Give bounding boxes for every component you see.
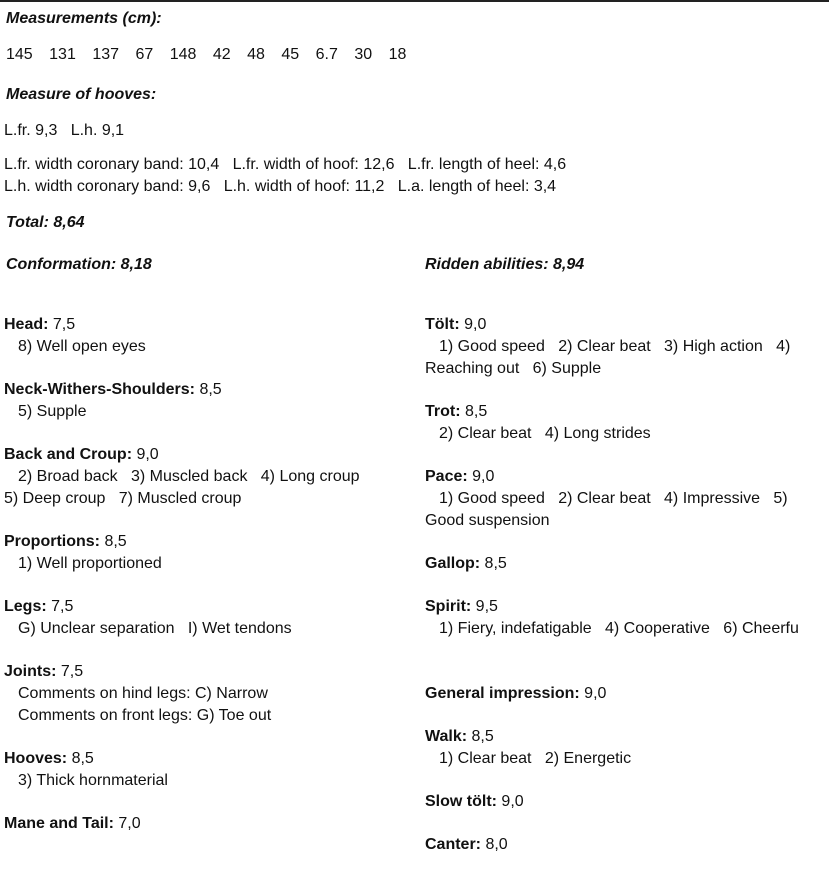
total-score: Total: 8,64 [6, 214, 85, 231]
measurements-values [6, 44, 418, 66]
list-item [425, 791, 829, 813]
list-item [425, 726, 829, 770]
trait-comment: 1) Good speed 2) Clear beat 4) Impressive 5) [439, 490, 788, 507]
trait-score: 8,0 [481, 836, 508, 853]
trait-label: Proportions: [4, 533, 100, 550]
list-item [4, 661, 414, 727]
trait-score: 7,0 [113, 815, 141, 832]
trait-label: Joints: [4, 663, 57, 680]
trait-comment: 5) Deep croup 7) Muscled croup [4, 490, 242, 507]
trait-comment: 3) Thick hornmaterial [18, 772, 168, 789]
trait-score: 8,5 [467, 728, 494, 745]
trait-comment: 5) Supple [18, 403, 87, 420]
list-item [425, 834, 829, 856]
hooves-measure-line: L.fr. 9,3 L.h. 9,1 [4, 122, 125, 139]
trait-score: 8,5 [480, 555, 507, 572]
trait-score: 8,5 [100, 533, 127, 550]
list-item [4, 596, 414, 640]
trait-label: Trot: [425, 403, 461, 420]
trait-comment: 1) Good speed 2) Clear beat 3) High action 4) [439, 338, 791, 355]
trait-score: 9,0 [579, 685, 607, 702]
ridden-abilities-list [425, 314, 829, 877]
trait-label: Mane and Tail: [4, 815, 114, 832]
list-item [4, 531, 414, 575]
trait-label: General impression: [425, 685, 580, 702]
measurement-value: 137 [92, 46, 120, 63]
trait-label: Gallop: [425, 555, 481, 572]
trait-score: 7,5 [56, 663, 84, 680]
trait-label: Neck-Withers-Shoulders: [4, 381, 195, 398]
list-item [425, 401, 829, 445]
list-item [4, 379, 414, 423]
list-item [4, 813, 414, 835]
trait-label: Tölt: [425, 316, 460, 333]
trait-comment: Comments on hind legs: C) Narrow [18, 685, 268, 702]
trait-score: 7,5 [46, 598, 74, 615]
conformation-list [4, 314, 414, 856]
trait-score: 8,5 [67, 750, 94, 767]
trait-label: Legs: [4, 598, 47, 615]
trait-score: 9,0 [132, 446, 159, 463]
list-item [4, 444, 414, 510]
trait-score: 8,5 [460, 403, 488, 420]
trait-comment: 8) Well open eyes [18, 338, 146, 355]
trait-label: Head: [4, 316, 49, 333]
trait-comment: Good suspension [425, 512, 550, 529]
measurement-value: 30 [354, 46, 373, 63]
trait-score: 9,0 [467, 468, 495, 485]
top-rule [0, 0, 829, 2]
measurement-value: 48 [247, 46, 265, 63]
trait-label: Pace: [425, 468, 468, 485]
list-item [425, 596, 829, 640]
trait-label: Canter: [425, 836, 482, 853]
trait-score: 9,0 [496, 793, 524, 810]
measurement-value: 45 [281, 46, 300, 63]
trait-comment: 2) Clear beat 4) Long strides [439, 425, 651, 442]
list-item [425, 553, 829, 575]
trait-comment: 1) Well proportioned [18, 555, 162, 572]
trait-comment: 1) Fiery, indefatigable 4) Cooperative 6) Cheerfu [439, 620, 799, 637]
list-item [425, 466, 829, 532]
measurements-heading: Measurements (cm): [6, 10, 162, 27]
measurement-value: 42 [212, 46, 231, 63]
trait-score: 9,5 [471, 598, 498, 615]
measurement-value: 145 [6, 46, 33, 63]
trait-comment: Comments on front legs: G) Toe out [18, 707, 272, 724]
measurement-value: 131 [49, 46, 76, 63]
list-item [4, 314, 414, 358]
trait-label: Back and Croup: [4, 446, 133, 463]
hooves-measure-line: L.h. width coronary band: 9,6 L.h. width of hoof: 11,2 L.a. length of heel: 3,4 [4, 178, 557, 195]
ridden-abilities-heading: Ridden abilities: 8,94 [425, 256, 585, 273]
measurement-value: 6.7 [315, 46, 338, 63]
trait-comment: 1) Clear beat 2) Energetic [439, 750, 632, 767]
hooves-measure-heading: Measure of hooves: [6, 86, 157, 103]
trait-score: 9,0 [459, 316, 487, 333]
trait-label: Slow tölt: [425, 793, 497, 810]
trait-label: Spirit: [425, 598, 472, 615]
trait-score: 7,5 [48, 316, 76, 333]
trait-score: 8,5 [195, 381, 222, 398]
measurement-value: 148 [169, 46, 197, 63]
trait-label: Hooves: [4, 750, 68, 767]
measurement-value: 67 [135, 46, 154, 63]
trait-comment: Reaching out 6) Supple [425, 360, 602, 377]
trait-label: Walk: [425, 728, 468, 745]
conformation-heading: Conformation: 8,18 [6, 256, 152, 273]
trait-comment: 2) Broad back 3) Muscled back 4) Long croup [18, 468, 360, 485]
list-item [425, 314, 829, 380]
list-item [425, 661, 829, 705]
list-item [4, 748, 414, 792]
measurement-value: 18 [388, 46, 407, 63]
hooves-measure-line: L.fr. width coronary band: 10,4 L.fr. width of hoof: 12,6 L.fr. length of heel: 4,6 [4, 156, 567, 173]
trait-comment: G) Unclear separation I) Wet tendons [18, 620, 292, 637]
